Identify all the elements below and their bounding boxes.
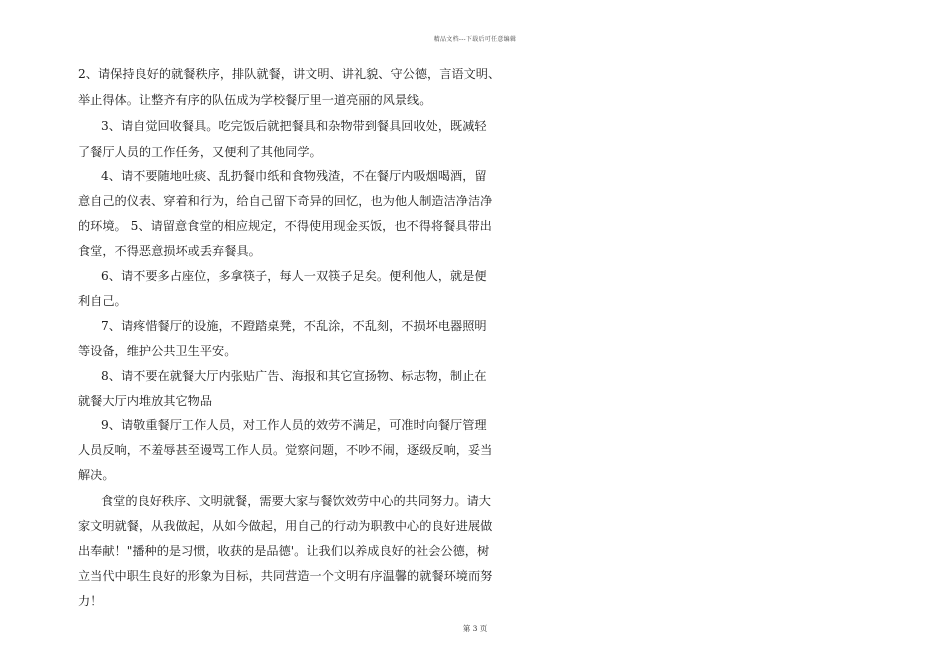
text-line: 解决。: [78, 468, 115, 482]
text-line: 3、请自觉回收餐具。吃完饭后就把餐具和杂物带到餐具回收处，既减轻: [101, 119, 487, 133]
text-line: 6、请不要多占座位，多拿筷子，每人一双筷子足矣。便利他人，就是便: [101, 269, 487, 283]
text-line: 人员反响，不羞辱甚至谩骂工作人员。觉察问题，不吵不闹，逐级反响，妥当: [78, 443, 493, 457]
text-line: 意自己的仪表、穿着和行为，给自己留下奇异的回忆，也为他人制造洁净洁净: [78, 194, 493, 208]
text-line: 7、请疼惜餐厅的设施，不蹬踏桌凳，不乱涂，不乱刻，不损坏电器照明: [101, 319, 487, 333]
text-line: 举止得体。让整齐有序的队伍成为学校餐厅里一道亮丽的风景线。: [78, 93, 432, 107]
text-line: 等设备，维护公共卫生平安。: [78, 344, 237, 358]
text-line: 就餐大厅内堆放其它物品: [78, 394, 213, 408]
text-line: 利自己。: [78, 294, 127, 308]
text-line: 家文明就餐，从我做起，从如今做起，用自己的行动为职教中心的良好进展做: [78, 519, 493, 533]
text-line: 力！: [78, 594, 103, 608]
text-line: 2、请保持良好的就餐秩序，排队就餐，讲文明、讲礼貌、守公德，言语文明、: [78, 67, 501, 81]
text-line: 立当代中职生良好的形象为目标，共同营造一个文明有序温馨的就餐环境而努: [78, 569, 493, 583]
text-line: 食堂，不得恶意损坏或丢弃餐具。: [78, 244, 261, 258]
text-line: 的环境。 5、请留意食堂的相应规定，不得使用现金买饭，也不得将餐具带出: [78, 219, 492, 233]
text-line: 食堂的良好秩序、文明就餐，需要大家与餐饮效劳中心的共同努力。请大: [101, 494, 491, 508]
page-header: 精品文档---下载后可任意编辑: [433, 36, 517, 43]
text-line: 8、请不要在就餐大厅内张贴广告、海报和其它宣扬物、标志物，制止在: [101, 369, 487, 383]
text-line: 了餐厅人员的工作任务，又便利了其他同学。: [78, 145, 322, 159]
text-line: 出奉献！"播种的是习惯，收获的是品德'。让我们以养成良好的社会公德，树: [78, 544, 490, 558]
page-number: 第 3 页: [462, 624, 488, 633]
text-line: 9、请敬重餐厅工作人员，对工作人员的效劳不满足，可准时向餐厅管理: [101, 418, 487, 432]
text-line: 4、请不要随地吐痰、乱扔餐巾纸和食物残渣，不在餐厅内吸烟喝酒，留: [101, 169, 487, 183]
